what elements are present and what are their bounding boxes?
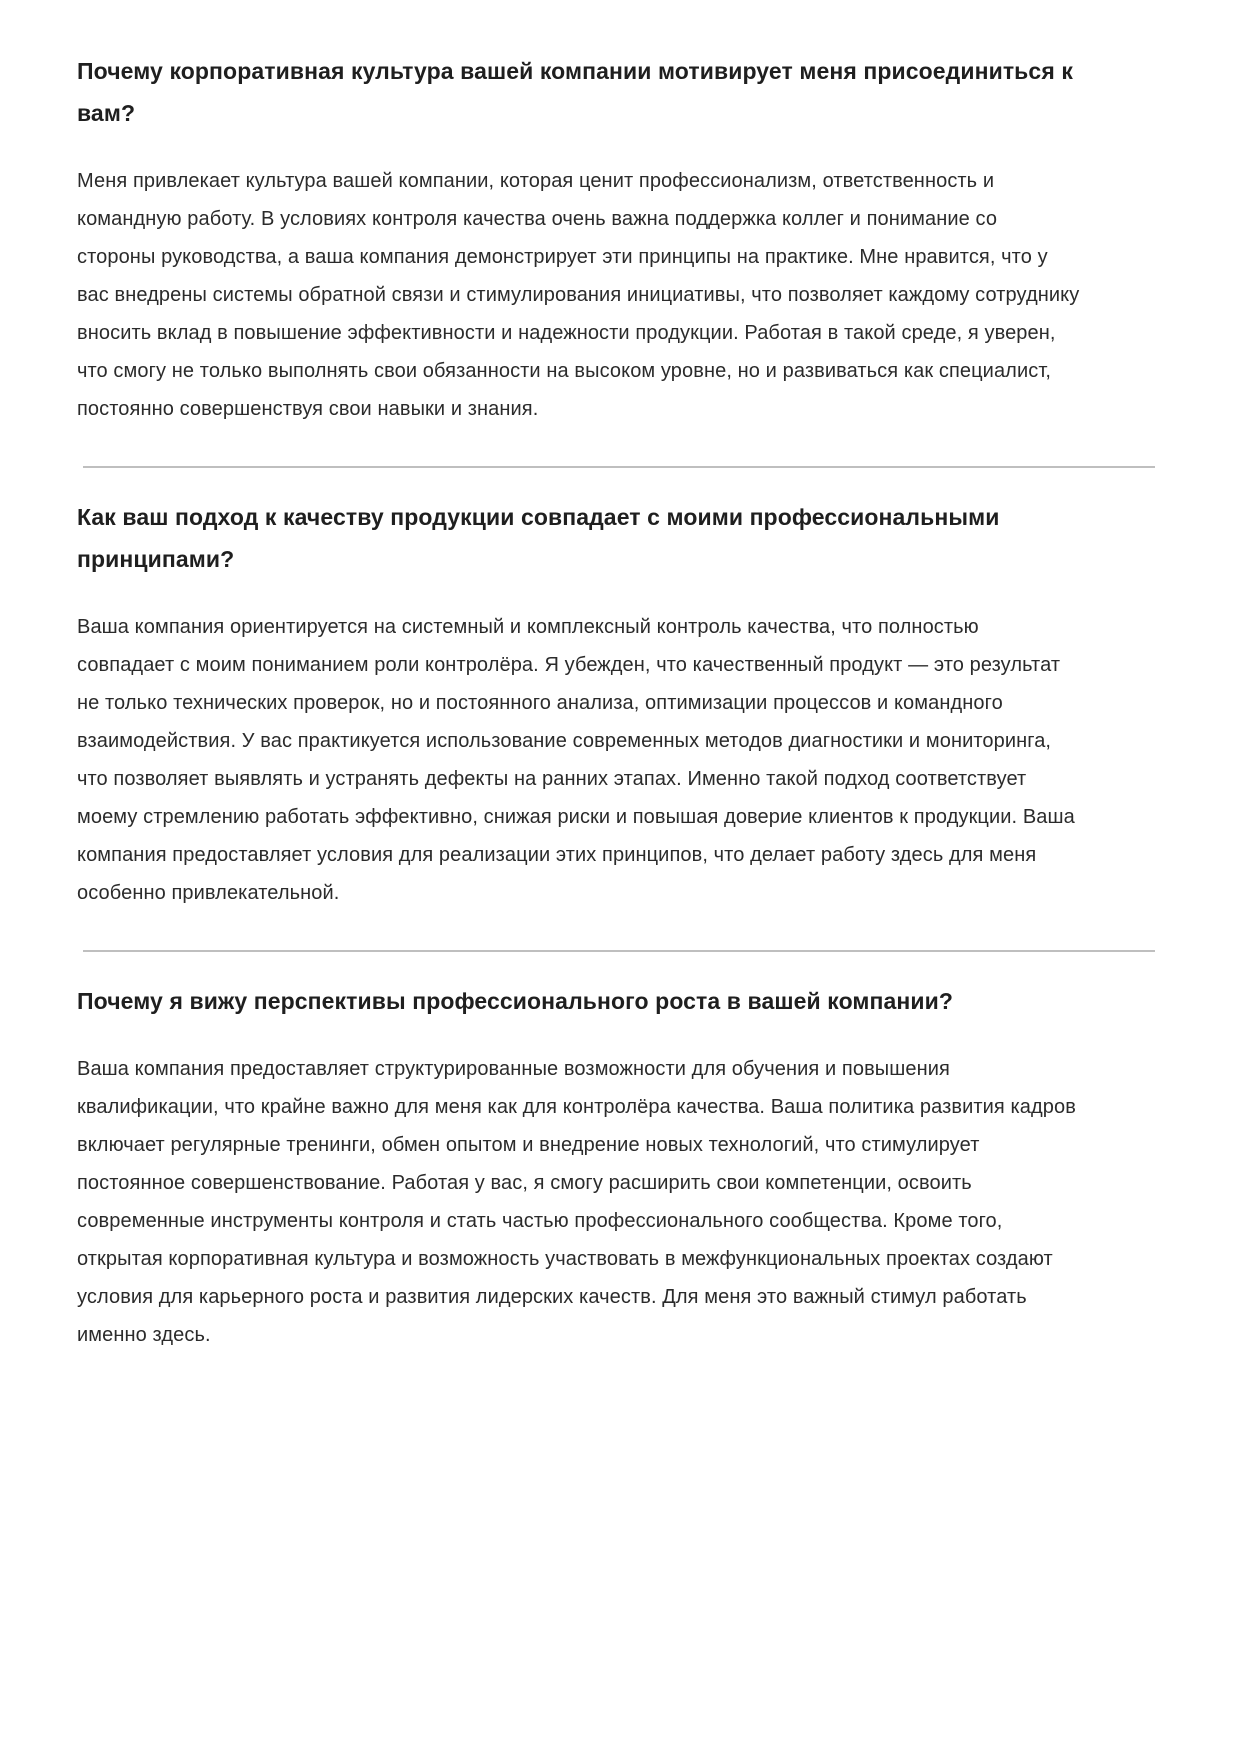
question-heading-1: Почему корпоративная культура вашей компании мотивирует меня присоединиться к вам? xyxy=(77,58,1073,126)
question-heading-3: Почему я вижу перспективы профессионального роста в вашей компании? xyxy=(77,988,954,1014)
answer-paragraph-2: Ваша компания ориентируется на системный и комплексный контроль качества, что полностью совпадает с моим пониманием роли контролёра. Я убежден, что качественный продукт — это результат не только технических проверок, но и постоянного анализа, оптимизации процессов и командного взаимодействия. У вас практикуется использование современных методов диагностики и мониторинга, что позволяет выявлять и устранять дефекты на ранних этапах. Именно такой подход соответствует моему стремлению работать эффективно, снижая риски и повышая доверие клиентов к продукции. Ваша компания предоставляет условия для реализации этих принципов, что делает работу здесь для меня особенно привлекательной. xyxy=(77,616,1075,904)
answer-paragraph-3: Ваша компания предоставляет структурированные возможности для обучения и повышения квалификации, что крайне важно для меня как для контролёра качества. Ваша политика развития кадров включает регулярные тренинги, обмен опытом и внедрение новых технологий, что стимулирует постоянное совершенствование. Работая у вас, я смогу расширить свои компетенции, освоить современные инструменты контроля и стать частью профессионального сообщества. Кроме того, открытая корпоративная культура и возможность участвовать в межфункциональных проектах создают условия для карьерного роста и развития лидерских качеств. Для меня это важный стимул работать именно здесь. xyxy=(77,1058,1076,1346)
answer-paragraph-1: Меня привлекает культура вашей компании, которая ценит профессионализм, ответственность и командную работу. В условиях контроля качества очень важна поддержка коллег и понимание со стороны руководства, а ваша компания демонстрирует эти принципы на практике. Мне нравится, что у вас внедрены системы обратной связи и стимулирования инициативы, что позволяет каждому сотруднику вносить вклад в повышение эффективности и надежности продукции. Работая в такой среде, я уверен, что смогу не только выполнять свои обязанности на высоком уровне, но и развиваться как специалист, постоянно совершенствуя свои навыки и знания. xyxy=(77,170,1080,420)
section-divider-2 xyxy=(83,950,1155,952)
question-heading-2: Как ваш подход к качеству продукции совпадает с моими профессиональными принципами? xyxy=(77,504,1000,572)
qa-section-3 xyxy=(77,980,1080,1354)
qa-section-1 xyxy=(77,50,1080,428)
section-divider-1 xyxy=(83,466,1155,468)
qa-section-2 xyxy=(77,496,1080,912)
